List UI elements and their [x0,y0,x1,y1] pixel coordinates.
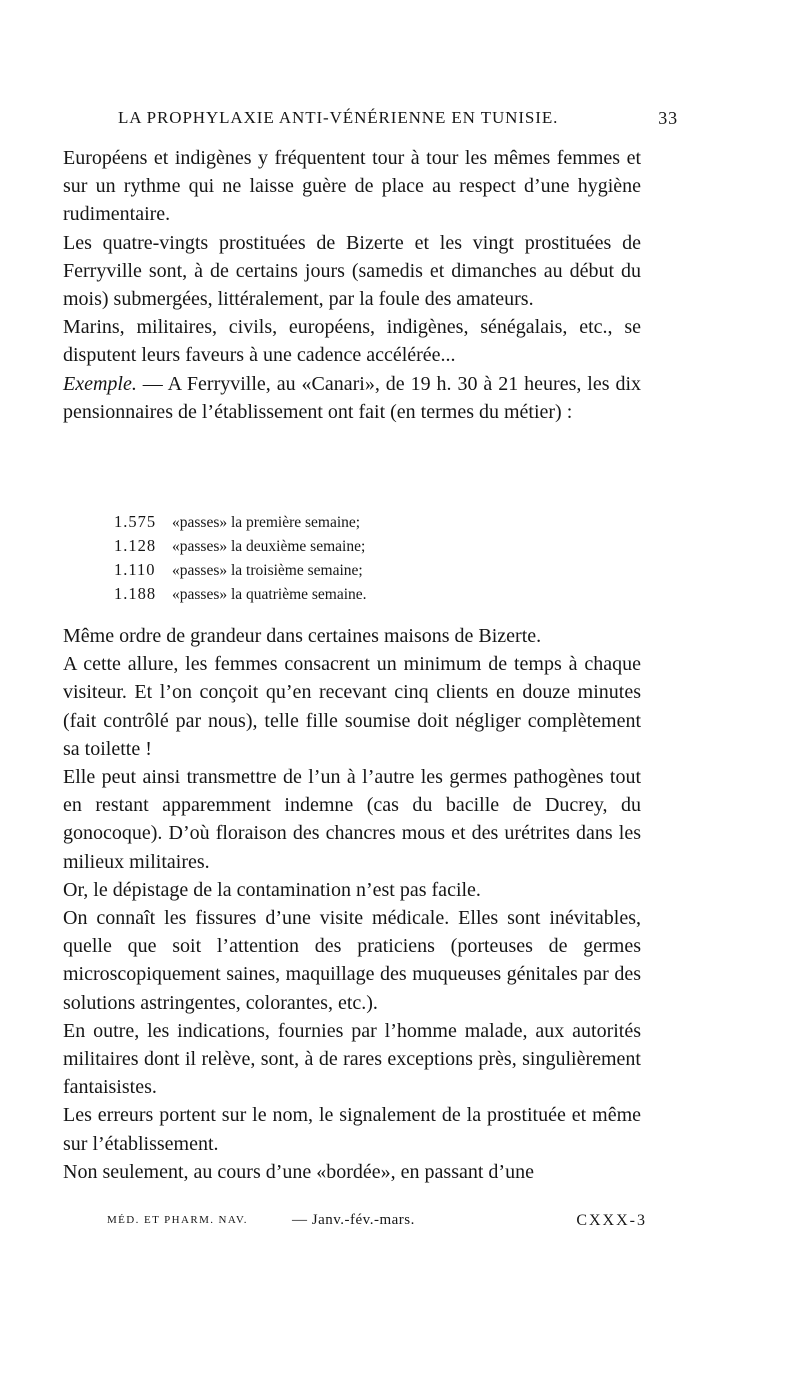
journal-name: MÉD. ET PHARM. NAV. [107,1214,248,1226]
paragraph [63,229,641,314]
passes-label: «passes» la quatrième semaine. [172,586,367,603]
paragraph [63,1158,641,1186]
paragraph [63,650,641,763]
passes-list [114,510,367,606]
paragraph [63,370,641,426]
issue-date: — Janv.-fév.-mars. [292,1212,415,1228]
passes-label: «passes» la troisième semaine; [172,562,363,579]
running-title: LA PROPHYLAXIE ANTI-VÉNÉRIENNE EN TUNISIE. [118,108,559,127]
body-text-top [63,144,641,426]
passes-label: «passes» la deuxième semaine; [172,538,366,555]
paragraph-text: Non seulement, au cours d’une «bordée», en passant d’une [63,1160,534,1183]
paragraph-text: A cette allure, les femmes consacrent un minimum de temps à chaque visiteur. Et l’on conçoit qu’en recevant cinq clients en douze minutes (fait contrôlé par nous), telle fille soumise doit négliger complètement sa toilette ! [63,653,641,760]
paragraph [63,904,641,1017]
paragraph [63,1017,641,1102]
paragraph-text: Marins, militaires, civils, européens, indigènes, sénégalais, etc., se disputent leurs faveurs à une cadence accélérée... [63,316,641,367]
paragraph [63,876,641,904]
paragraph-text: Les erreurs portent sur le nom, le signalement de la prostituée et même sur l’établissement. [63,1104,641,1155]
paragraph [63,763,641,876]
passes-label: «passes» la première semaine; [172,514,361,531]
paragraph-text: Or, le dépistage de la contamination n’est pas facile. [63,878,481,901]
running-header [118,108,678,134]
paragraph-text: — A Ferryville, au «Canari», de 19 h. 30 à 21 heures, les dix pensionnaires de l’établissement ont fait (en termes du métier) : [63,372,641,423]
passes-count: 1.128 [114,536,157,555]
page-number: 33 [658,108,678,128]
body-text-bottom [63,622,641,1186]
paragraph-text: Même ordre de grandeur dans certaines maisons de Bizerte. [63,625,542,647]
paragraph [63,622,641,650]
list-item [114,510,367,534]
list-item [114,582,367,606]
paragraph [63,144,641,229]
paragraph-text: Européens et indigènes y fréquentent tour à tour les mêmes femmes et sur un rythme qui ne laisse guère de place au respect d’une hygiène rudimentaire. [63,147,641,226]
paragraph-text: On connaît les fissures d’une visite médicale. Elles sont inévitables, quelle que soit l’attention des praticiens (porteuses de germes microscopiquement saines, maquillage des muqueuses génitales par des solutions astringentes, colorantes, etc.). [63,907,641,1014]
paragraph [63,313,641,369]
page-footer [107,1212,647,1236]
list-item [114,534,367,558]
passes-count: 1.575 [114,512,157,531]
paragraph-text: En outre, les indications, fournies par l’homme malade, aux autorités militaires dont il relève, sont, à de rares exceptions près, singulièrement fantaisistes. [63,1019,641,1099]
paragraph [63,1101,641,1157]
list-item [114,558,367,582]
signature-mark: CXXX-3 [576,1212,647,1229]
paragraph-lead: Exemple. [63,372,137,395]
passes-count: 1.188 [114,584,157,603]
passes-count: 1.110 [114,560,156,579]
paragraph-text: Elle peut ainsi transmettre de l’un à l’autre les germes pathogènes tout en restant apparemment indemne (cas du bacille de Ducrey, du gonocoque). D’où floraison des chancres mous et des urétrites dans les milieux militaires. [63,766,641,873]
paragraph-text: Les quatre-vingts prostituées de Bizerte et les vingt prostituées de Ferryville sont, à de certains jours (samedis et dimanches au début du mois) submergées, littéralement, par la foule des amateurs. [63,231,641,311]
